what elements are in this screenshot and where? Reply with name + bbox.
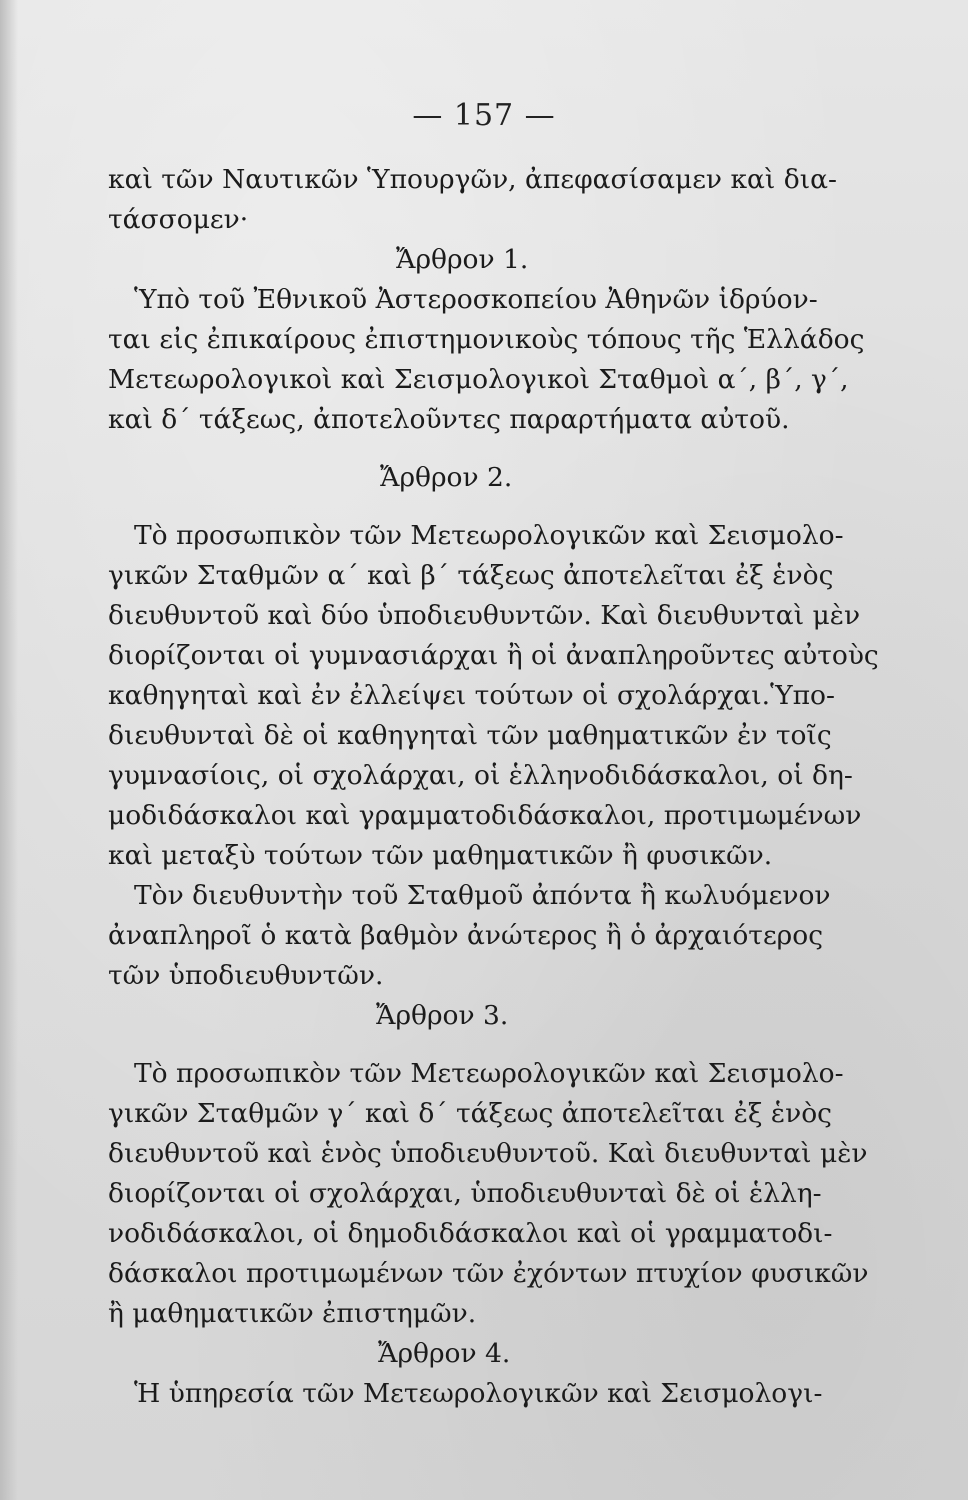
page-body-text (108, 160, 879, 1414)
text-line: Τὸ προσωπικὸν τῶν Μετεωρολογικῶν καὶ Σεισμολο- (134, 520, 844, 551)
text-line: καθηγηταὶ καὶ ἐν ἐλλείψει τούτων οἱ σχολάρχαι.Ὑπο- (108, 680, 835, 711)
text-line: ἀναπληροῖ ὁ κατὰ βαθμὸν ἀνώτερος ἢ ὁ ἀρχαιότερος (108, 920, 824, 951)
page-number: — 157 — (412, 98, 556, 133)
paragraph-article-2-substitute (108, 876, 831, 996)
article-heading-4: Ἄρθρον 4. (378, 1338, 511, 1369)
paragraph-opening (108, 160, 837, 240)
text-line: διευθυντοῦ καὶ ἑνὸς ὑποδιευθυντοῦ. Καὶ διευθυνταὶ μὲν (108, 1138, 868, 1169)
text-line: καὶ τῶν Ναυτικῶν Ὑπουργῶν, ἀπεφασίσαμεν καὶ δια- (108, 164, 837, 195)
article-heading-3: Ἄρθρον 3. (376, 1000, 509, 1031)
text-line: τῶν ὑποδιευθυντῶν. (108, 960, 384, 991)
article-heading-1: Ἄρθρον 1. (396, 244, 529, 275)
paragraph-article-4 (108, 1374, 823, 1414)
text-line: Τὸν διευθυντὴν τοῦ Σταθμοῦ ἀπόντα ἢ κωλυόμενον (134, 880, 831, 911)
text-line: Ὑπὸ τοῦ Ἐθνικοῦ Ἀστεροσκοπείου Ἀθηνῶν ἱδρύον- (134, 284, 818, 315)
text-line: καὶ δ΄ τάξεως, ἀποτελοῦντες παραρτήματα αὐτοῦ. (108, 404, 790, 435)
article-heading-2: Ἄρθρον 2. (380, 462, 513, 493)
text-line: τάσσομεν· (108, 204, 249, 235)
text-line: διορίζονται οἱ γυμνασιάρχαι ἢ οἱ ἀναπληροῦντες αὐτοὺς (108, 640, 879, 671)
text-line: γικῶν Σταθμῶν α΄ καὶ β΄ τάξεως ἀποτελεῖται ἐξ ἑνὸς (108, 560, 834, 591)
paragraph-article-2 (108, 516, 879, 876)
text-line: διευθυνταὶ δὲ οἱ καθηγηταὶ τῶν μαθηματικῶν ἐν τοῖς (108, 720, 832, 751)
paragraph-article-1 (108, 280, 865, 440)
text-line: Τὸ προσωπικὸν τῶν Μετεωρολογικῶν καὶ Σεισμολο- (134, 1058, 844, 1089)
text-line: ἢ μαθηματικῶν ἐπιστημῶν. (108, 1298, 477, 1329)
text-line: δάσκαλοι προτιμωμένων τῶν ἐχόντων πτυχίον φυσικῶν (108, 1258, 869, 1289)
text-line: μοδιδάσκαλοι καὶ γραμματοδιδάσκαλοι, προτιμωμένων (108, 800, 862, 831)
text-line: Ἡ ὑπηρεσία τῶν Μετεωρολογικῶν καὶ Σεισμολογι- (134, 1378, 823, 1409)
text-line: Μετεωρολογικοὶ καὶ Σεισμολογικοὶ Σταθμοὶ α΄, β΄, γ΄, (108, 364, 849, 395)
text-line: ται εἰς ἐπικαίρους ἐπιστημονικοὺς τόπους τῆς Ἑλλάδος (108, 324, 865, 355)
text-line: γυμνασίοις, οἱ σχολάρχαι, οἱ ἑλληνοδιδάσκαλοι, οἱ δη- (108, 760, 853, 791)
text-line: διευθυντοῦ καὶ δύο ὑποδιευθυντῶν. Καὶ διευθυνταὶ μὲν (108, 600, 861, 631)
paragraph-article-3 (108, 1054, 869, 1334)
text-line: καὶ μεταξὺ τούτων τῶν μαθηματικῶν ἢ φυσικῶν. (108, 840, 773, 871)
text-line: διορίζονται οἱ σχολάρχαι, ὑποδιευθυνταὶ δὲ οἱ ἑλλη- (108, 1178, 822, 1209)
text-line: γικῶν Σταθμῶν γ΄ καὶ δ΄ τάξεως ἀποτελεῖται ἐξ ἑνὸς (108, 1098, 833, 1129)
text-line: νοδιδάσκαλοι, οἱ δημοδιδάσκαλοι καὶ οἱ γραμματοδι- (108, 1218, 833, 1249)
